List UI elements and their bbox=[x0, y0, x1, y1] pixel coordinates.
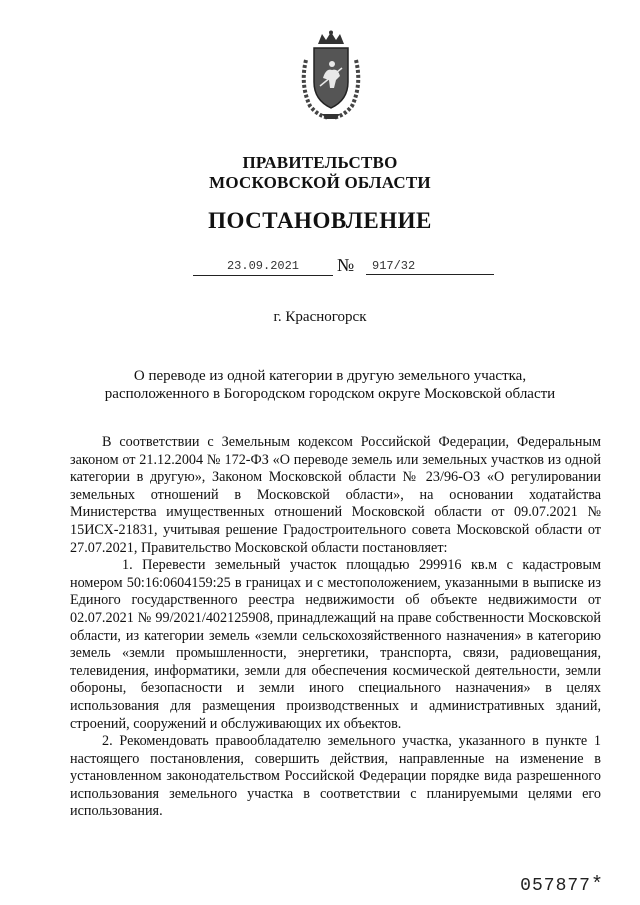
document-date: 23.09.2021 bbox=[193, 259, 333, 276]
item-2-paragraph: 2. Рекомендовать правообладателю земельного участка, указанного в пункте 1 настоящего постановления, совершить действия, направленные на изменение в установленном законодательством Российской Федерации порядке вида разрешенного использования земельного участка в соответствии с планируемыми целями его использования. bbox=[70, 733, 601, 820]
government-name-line1: ПРАВИТЕЛЬСТВО bbox=[242, 153, 398, 172]
serial-stamp bbox=[520, 874, 604, 897]
preamble-paragraph: В соответствии с Земельным кодексом Российской Федерации, Федеральным законом от 21.12.2004 № 172-ФЗ «О переводе земель или земельных участков из одной категории в другую», Законом Московской области № 23/96-ОЗ «О регулировании земельных отношений в Московской области», на основании ходатайства Министерства имущественных отношений Московской области от 09.07.2021 № 15ИСХ-21831, учитывая решение Градостроительного совета Московской области от 27.07.2021, Правительство Московской области постановляет: bbox=[70, 434, 601, 556]
number-sign: № bbox=[337, 255, 355, 275]
issue-city: г. Красногорск bbox=[273, 309, 367, 325]
coat-of-arms-icon bbox=[296, 30, 366, 120]
item-1-paragraph: 1. Перевести земельный участок площадью 299916 кв.м с кадастровым номером 50:16:0604159:25 в границах и с местоположением, указанными в выписке из Единого государственного реестра недвижимости об объекте недвижимости от 02.07.2021 № 99/2021/402125908, принадлежащий на праве собственности Московской области, из категории земель «земли сельскохозяйственного назначения» в категорию земель «земли промышленности, энергетики, транспорта, связи, радиовещания, телевидения, информатики, земли для обеспечения космической деятельности, земли обороны, безопасности и земли иного специального назначения» в целях использования для размещения производственных и административных зданий, строений, сооружений и обслуживающих их объектов. bbox=[70, 557, 601, 732]
document-type-title: ПОСТАНОВЛЕНИЕ bbox=[208, 208, 432, 233]
subject-line1: О переводе из одной категории в другую земельного участка, bbox=[133, 368, 527, 384]
serial-number: 057877 bbox=[520, 876, 591, 896]
asterisk-mark: * bbox=[590, 874, 604, 897]
subject-line2: расположенного в Богородском городском округе Московской области bbox=[104, 386, 556, 402]
government-name-line2: МОСКОВСКОЙ ОБЛАСТИ bbox=[209, 173, 431, 192]
document-number: 917/32 bbox=[366, 259, 494, 275]
resolution-body bbox=[70, 434, 601, 821]
